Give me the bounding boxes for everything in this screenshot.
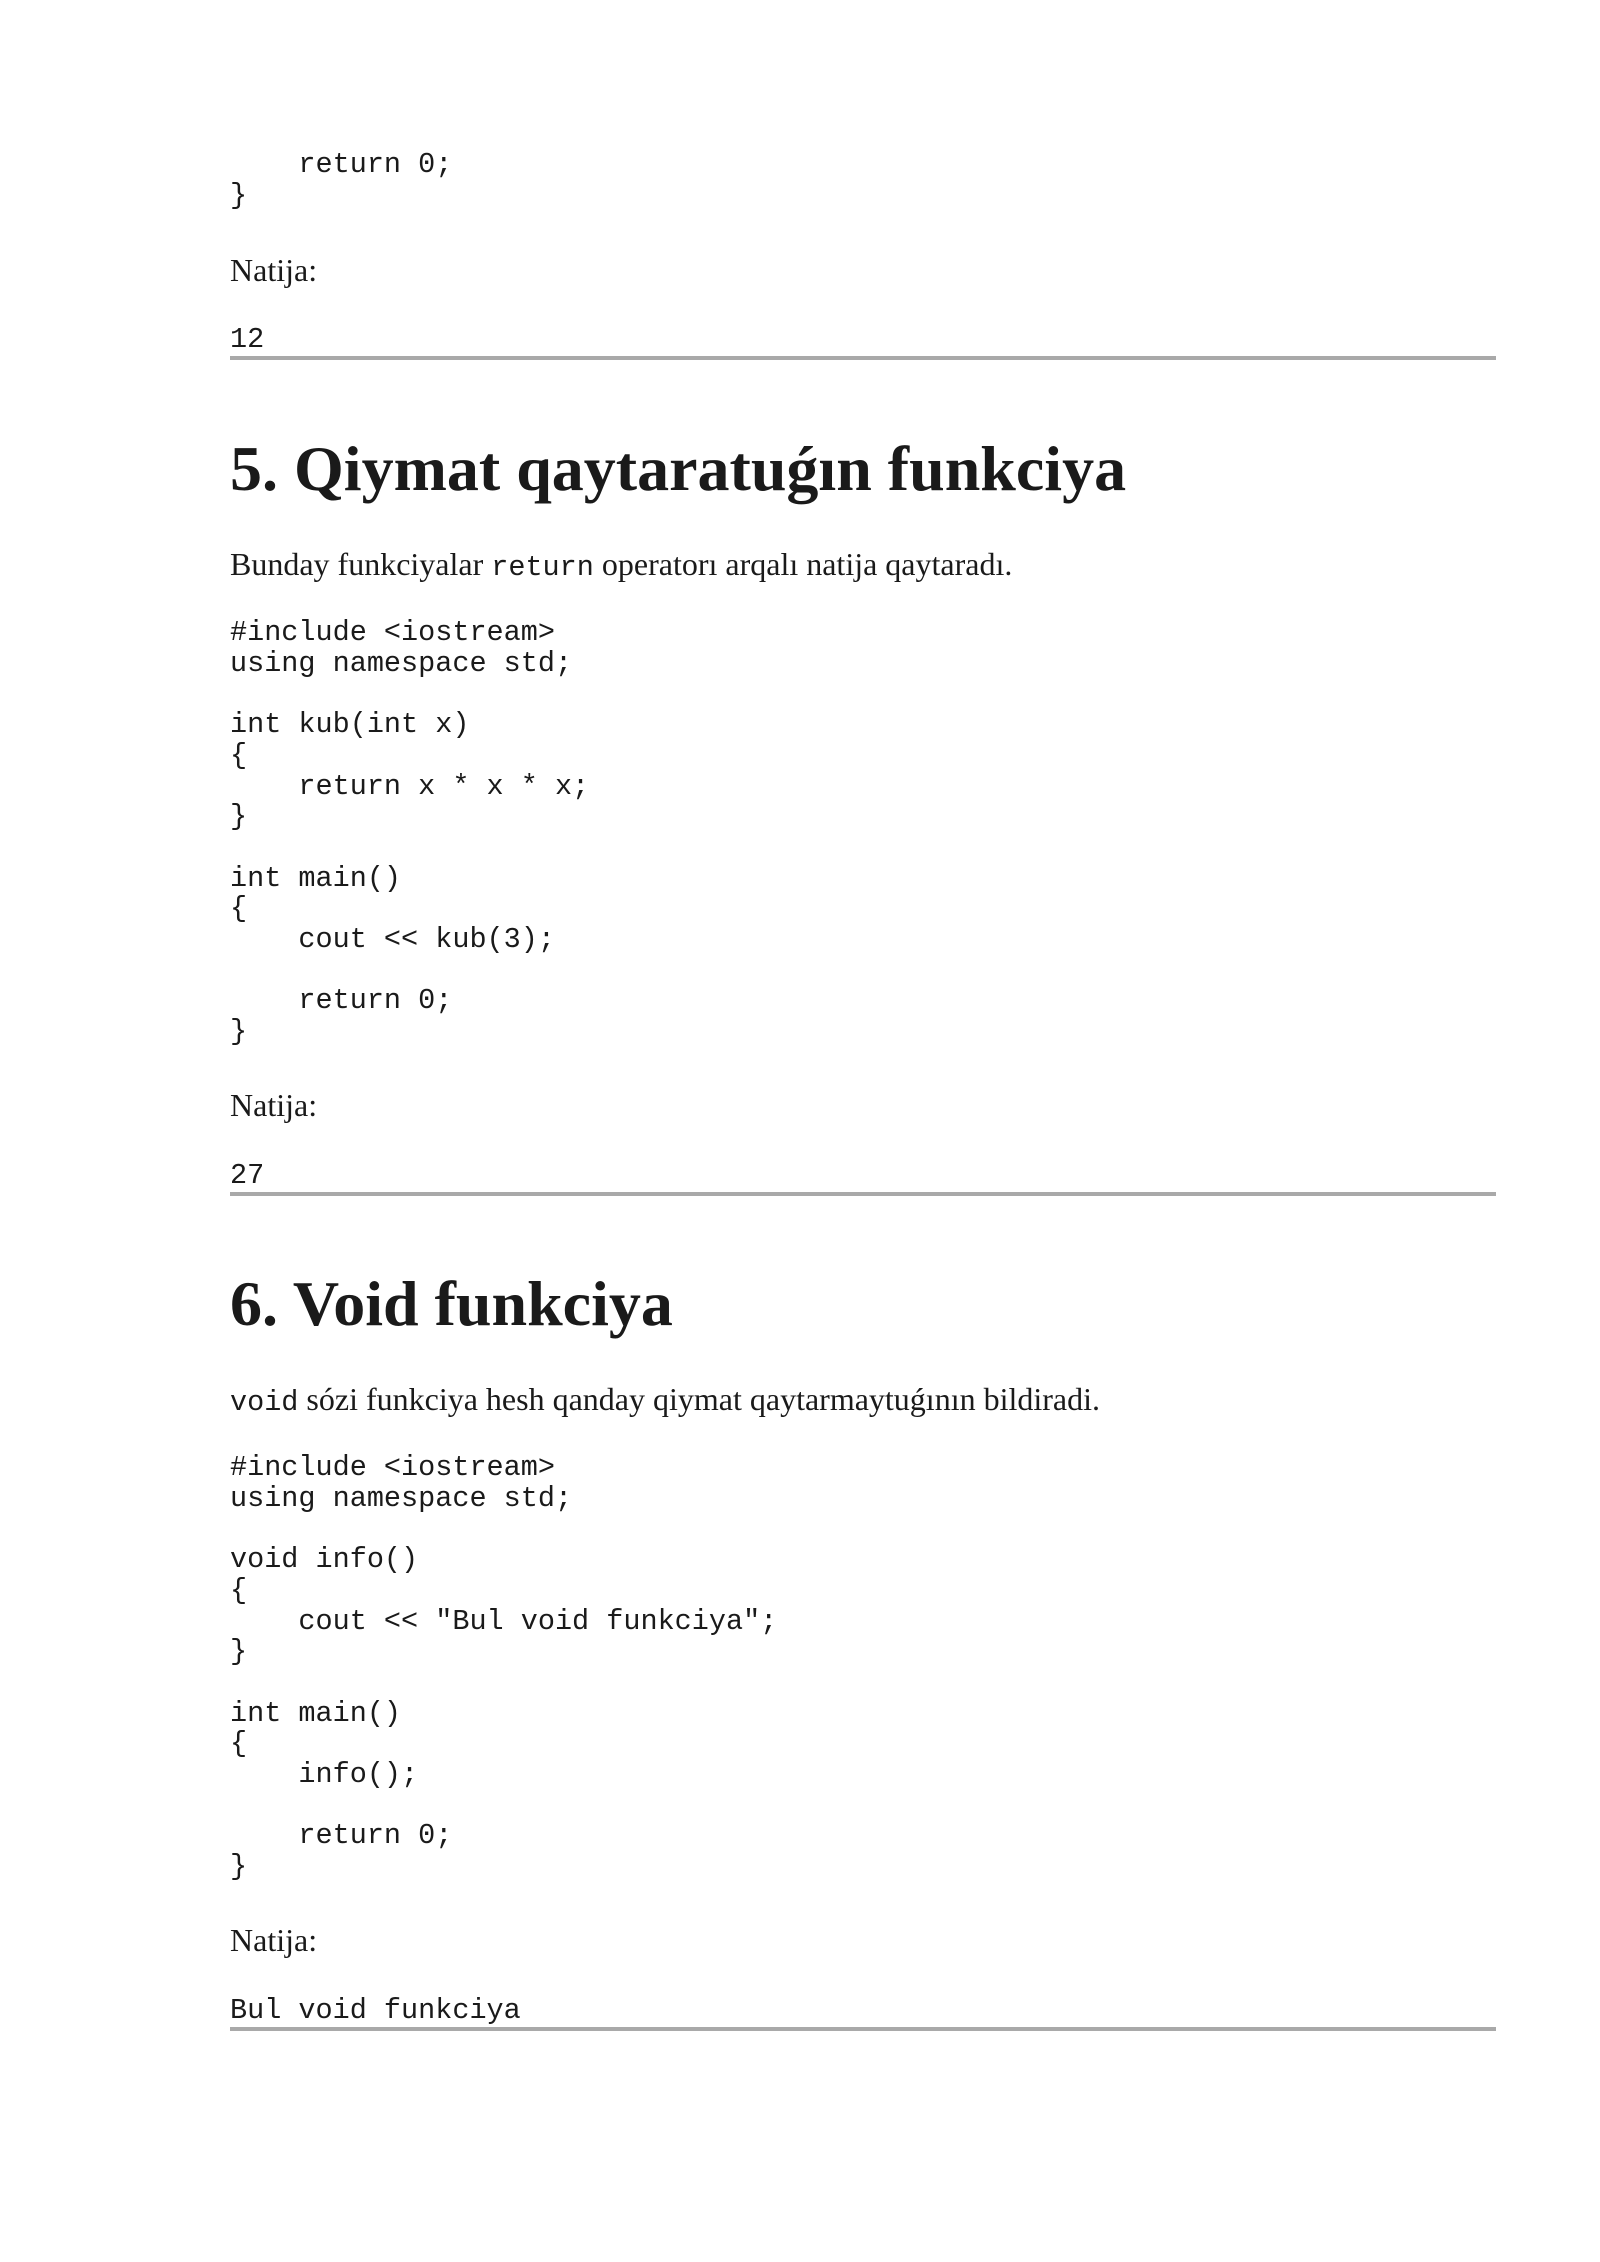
section-divider (230, 1192, 1496, 1196)
result-output-6: Bul void funkciya (230, 1994, 521, 2027)
intro-text-before: Bunday funkciyalar (230, 546, 492, 582)
intro-text-after: sózi funkciya hesh qanday qiymat qaytarmaytuǵının bildiradi. (298, 1381, 1100, 1417)
section-divider (230, 2027, 1496, 2031)
result-output-5: 27 (230, 1159, 265, 1192)
section-intro-6 (230, 1379, 1100, 1423)
section-intro-5 (230, 544, 1012, 588)
result-label-prev: Natija: (230, 252, 318, 288)
result-label-5: Natija: (230, 1087, 318, 1123)
inline-code-void: void (230, 1386, 299, 1419)
section-heading-6: 6. Void funkciya (230, 1268, 673, 1339)
intro-text-after: operatorı arqalı natija qaytaradı. (593, 546, 1013, 582)
section-heading-5: 5. Qiymat qaytaratuǵın funkciya (230, 433, 1127, 504)
inline-code-return: return (491, 551, 594, 584)
section-divider (230, 356, 1496, 360)
code-block-5: #include <iostream> using namespace std; int kub(int x) { return x * x * x; } int main() { cout << kub(3); return 0; } (230, 616, 590, 1049)
code-block-6: #include <iostream> using namespace std; void info() { cout << "Bul void funkciya"; } int main() { info(); return 0; } (230, 1451, 778, 1884)
result-output-prev: 12 (230, 323, 265, 356)
code-block-prev: return 0; } (230, 148, 453, 212)
result-label-6: Natija: (230, 1922, 318, 1958)
